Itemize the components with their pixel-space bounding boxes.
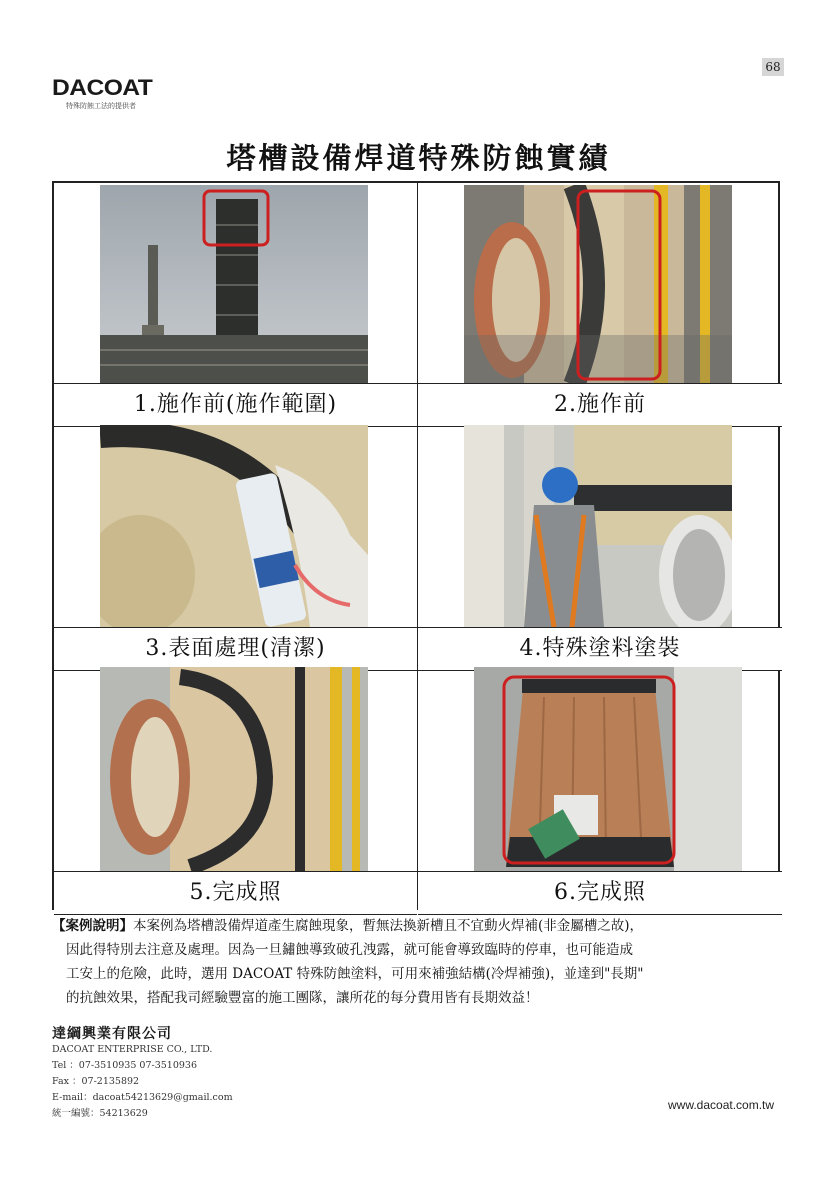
caption-6: 6.完成照 [418, 871, 782, 915]
description-line-4: 的抗蝕效果，搭配我司經驗豐富的施工團隊，讓所花的每分費用皆有長期效益！ [66, 990, 539, 1006]
website-link[interactable]: www.dacoat.com.tw [668, 1098, 775, 1112]
dacoat-logo: DACOAT [52, 75, 153, 100]
email-address: E-mail：dacoat54213629@gmail.com [52, 1092, 233, 1103]
description-lead: 【案例說明】 [52, 918, 133, 934]
panel-3 [54, 425, 418, 667]
contact-info [52, 1042, 233, 1122]
description-line-1: 本案例為塔槽設備焊道產生腐蝕現象，暫無法換新槽且不宜動火焊補(非金屬槽之故)， [133, 918, 644, 934]
company-name-en: DACOAT ENTERPRISE CO., LTD. [52, 1044, 213, 1055]
caption-4: 4.特殊塗料塗裝 [418, 627, 782, 671]
logo-tagline: 特殊防蝕工法的提供者 [66, 102, 136, 110]
panel-2 [418, 183, 782, 425]
photo-tower-before [100, 185, 368, 385]
page-number: 68 [762, 58, 784, 76]
page-title: 塔槽設備焊道特殊防蝕實績 [226, 141, 611, 175]
description-line-3: 工安上的危險，此時，選用 DACOAT 特殊防蝕塗料，可用來補強結構(冷焊補強)，並達到"長期" [66, 966, 644, 982]
photo-completed-1 [100, 667, 368, 871]
panel-5 [54, 667, 418, 910]
photo-tank-weld-before [464, 185, 732, 385]
photo-completed-2 [474, 667, 742, 871]
caption-2: 2.施作前 [418, 383, 782, 427]
panel-1 [54, 183, 418, 425]
description-line-2: 因此得特別去注意及處理。因為一旦鏽蝕導致破孔洩露，就可能會導致臨時的停車，也可能造成 [66, 942, 633, 958]
panel-6 [418, 667, 782, 910]
company-name: 達綱興業有限公司 [52, 1026, 172, 1042]
caption-5: 5.完成照 [54, 871, 417, 915]
caption-1: 1.施作前(施作範圍) [54, 383, 417, 427]
fax-number: Fax ：07-2135892 [52, 1076, 140, 1087]
photo-surface-cleaning [100, 425, 368, 627]
caption-3: 3.表面處理(清潔) [54, 627, 417, 671]
tax-id: 統一編號：54213629 [52, 1108, 148, 1119]
phone-numbers: Tel ：07-3510935 07-3510936 [52, 1060, 198, 1071]
photo-special-coating [464, 425, 732, 627]
photo-grid [52, 181, 780, 910]
case-description [52, 914, 788, 1010]
panel-4 [418, 425, 782, 667]
